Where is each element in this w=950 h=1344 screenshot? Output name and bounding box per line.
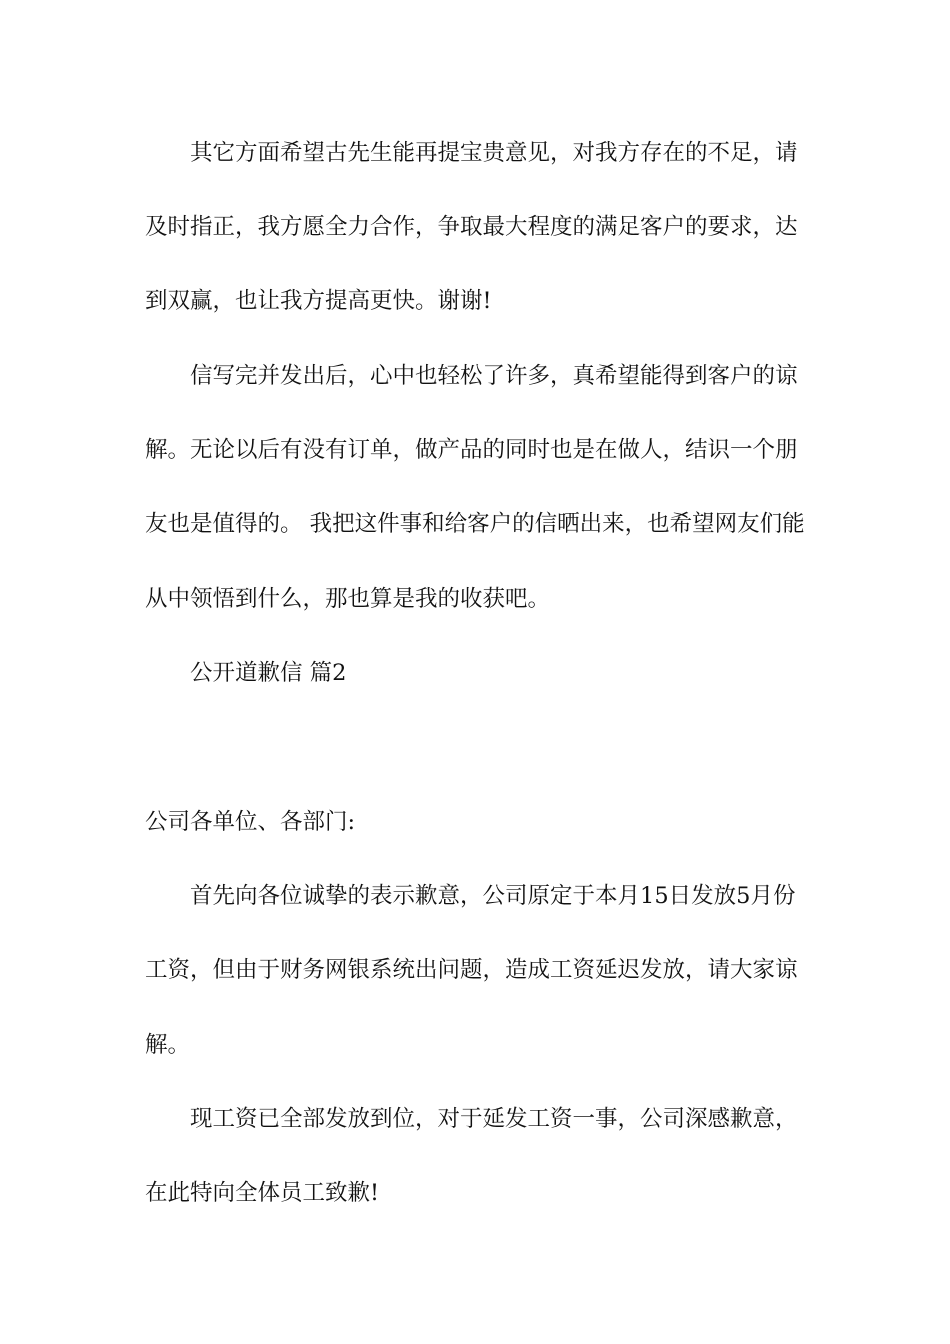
paragraph-line: 友也是值得的。 我把这件事和给客户的信晒出来，也希望网友们能	[145, 511, 805, 537]
paragraph-line: 解。无论以后有没有订单，做产品的同时也是在做人，结识一个朋	[145, 437, 798, 463]
paragraph-line: 及时指正，我方愿全力合作，争取最大程度的满足客户的要求，达	[145, 214, 798, 240]
paragraph-line: 从中领悟到什么，那也算是我的收获吧。	[145, 586, 551, 612]
salutation: 公司各单位、各部门:	[145, 809, 356, 835]
paragraph-line: 其它方面希望古先生能再提宝贵意见，对我方存在的不足，请	[190, 140, 798, 166]
section-heading: 公开道歉信 篇2	[190, 660, 347, 686]
paragraph-line: 首先向各位诚挚的表示歉意，公司原定于本月15日发放5月份	[190, 883, 796, 909]
paragraph-line: 信写完并发出后，心中也轻松了许多，真希望能得到客户的谅	[190, 363, 798, 389]
paragraph-line: 现工资已全部发放到位，对于延发工资一事，公司深感歉意，	[190, 1106, 798, 1132]
paragraph-line: 解。	[145, 1032, 191, 1058]
paragraph-line: 工资，但由于财务网银系统出问题，造成工资延迟发放，请大家谅	[145, 957, 798, 983]
paragraph-line: 在此特向全体员工致歉!	[145, 1180, 380, 1206]
paragraph-line: 到双赢，也让我方提高更快。谢谢!	[145, 288, 492, 314]
